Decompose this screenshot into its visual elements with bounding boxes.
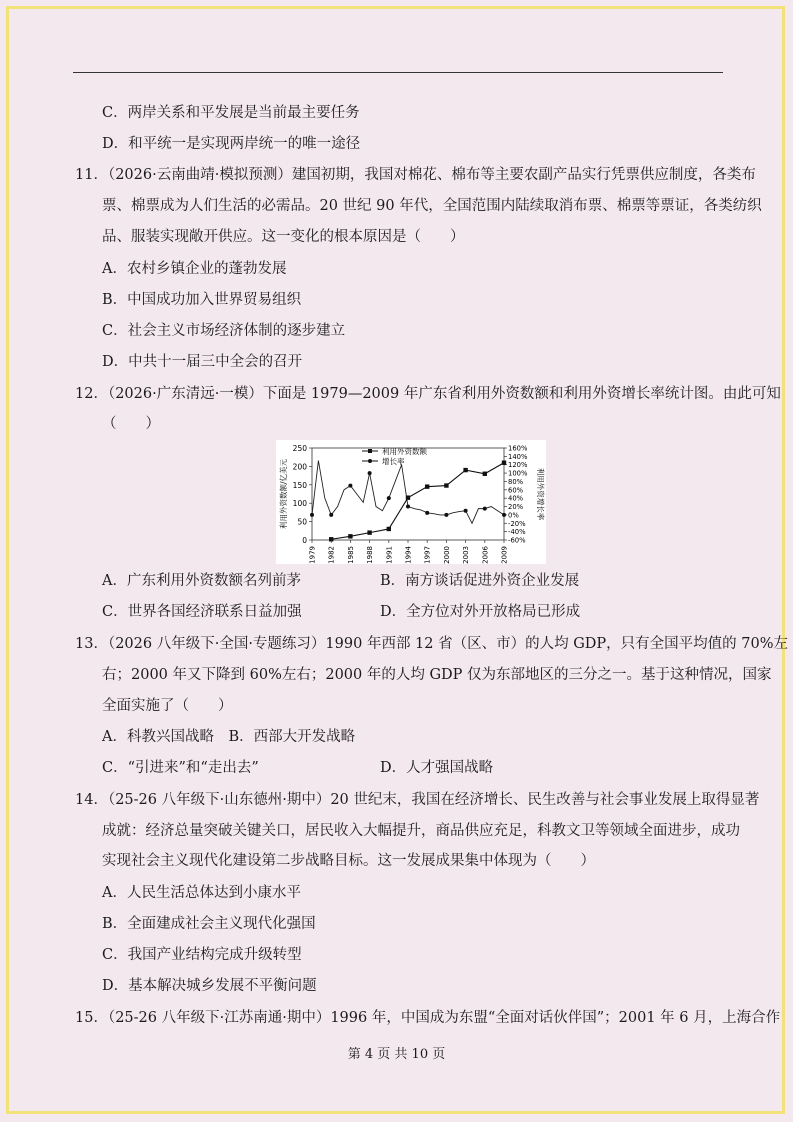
legend-amount-label: 利用外资数额 [382, 447, 427, 456]
q11-option-d: D．中共十一届三中全会的召开 [102, 354, 303, 370]
right-tick-label: -20% [508, 519, 526, 528]
legend-amount-marker [368, 449, 372, 453]
x-tick-label: 2006 [481, 546, 490, 564]
series-growth-line [312, 461, 504, 524]
series-amount-point [367, 530, 371, 534]
right-tick-label: 140% [508, 452, 528, 461]
q11-stem-line1: 11．（2026·云南曲靖·模拟预测）建国初期，我国对棉花、棉布等主要农副产品实行凭票供应制度，各类布 [75, 167, 756, 183]
x-tick-label: 1982 [327, 546, 336, 564]
left-tick-label: 150 [292, 480, 307, 490]
page-footer: 第 4 页 共 10 页 [347, 1047, 446, 1062]
q14-option-c: C．我国产业结构完成升级转型 [102, 947, 302, 963]
series-growth-point [406, 505, 410, 509]
right-tick-label: -40% [508, 528, 526, 537]
x-tick-label: 1988 [366, 546, 375, 564]
right-tick-label: 120% [508, 461, 528, 470]
q15-stem-line1: 15．（25-26 八年级下·江苏南通·期中）1996 年，中国成为东盟“全面对话伙伴国”；2001 年 6 月，上海合作 [75, 1010, 781, 1026]
series-amount-point [329, 537, 333, 541]
q13-option-d: D．人才强国战略 [380, 760, 494, 776]
series-amount-point [387, 527, 391, 531]
series-growth-point [483, 507, 487, 511]
right-tick-label: 20% [508, 503, 524, 512]
q13-stem-line2: 右；2000 年又下降到 60%左右；2000 年的人均 GDP 仅为东部地区的三分之一。基于这种情况，国家 [102, 667, 772, 683]
q12-option-a: A．广东利用外资数额名列前茅 [102, 573, 301, 589]
right-tick-label: 40% [508, 494, 524, 503]
q12-option-c: C．世界各国经济联系日益加强 [102, 604, 302, 620]
q11-option-b: B．中国成功加入世界贸易组织 [102, 292, 302, 308]
series-amount-point [502, 461, 506, 465]
legend-growth-marker [368, 459, 372, 463]
left-axis-title: 利用外资数额/亿美元 [279, 458, 288, 530]
q11-option-a: A．农村乡镇企业的蓬勃发展 [102, 261, 287, 277]
header-rule [73, 72, 723, 73]
right-tick-label: -60% [508, 536, 526, 545]
right-tick-label: 100% [508, 469, 528, 478]
q14-stem-line1: 14．（25-26 八年级下·山东德州·期中）20 世纪末，我国在经济增长、民生改善与社会事业发展上取得显著 [75, 792, 760, 808]
series-growth-point [444, 513, 448, 517]
left-tick-label: 100 [292, 499, 307, 509]
q13-option-ab: A．科教兴国战略 B．西部大开发战略 [102, 729, 356, 745]
right-tick-label: 0% [508, 511, 519, 520]
q12-stem-line2: （ ） [102, 416, 160, 432]
series-growth-point [368, 471, 372, 475]
x-tick-label: 1991 [385, 546, 394, 564]
q10-option-d: D．和平统一是实现两岸统一的唯一途径 [102, 136, 361, 152]
series-growth-point [310, 513, 314, 517]
legend-growth-label: 增长率 [382, 457, 405, 466]
x-tick-label: 1979 [308, 546, 317, 564]
x-tick-label: 1997 [423, 546, 432, 564]
series-amount-line [331, 463, 504, 540]
q14-stem-line3: 实现社会主义现代化建设第二步战略目标。这一发展成果集中体现为（ ） [102, 853, 595, 869]
q13-stem-line1: 13．（2026 八年级下·全国·专题练习）1990 年西部 12 省（区、市）的人均 GDP，只有全国平均值的 70%左 [75, 636, 789, 652]
right-axis-title: 利用外资增长率 [536, 467, 545, 521]
left-tick-label: 200 [292, 462, 307, 472]
series-growth-point [464, 509, 468, 513]
series-growth-point [348, 484, 352, 488]
right-tick-label: 80% [508, 477, 524, 486]
q14-stem-line2: 成就：经济总量突破关键关口，居民收入大幅提升，商品供应充足，科教文卫等领域全面进步，成功 [102, 823, 740, 839]
x-tick-label: 1985 [346, 546, 355, 564]
series-growth-point [329, 513, 333, 517]
q12-option-d: D．全方位对外开放格局已形成 [380, 604, 581, 620]
q11-option-c: C．社会主义市场经济体制的逐步建立 [102, 323, 346, 339]
series-growth-point [425, 511, 429, 515]
series-amount-point [463, 468, 467, 472]
x-tick-label: 2003 [462, 546, 471, 564]
q11-stem-line2: 票、棉票成为人们生活的必需品。20 世纪 90 年代，全国范围内陆续取消布票、棉票等票证，各类纺织 [102, 198, 762, 214]
series-amount-point [483, 472, 487, 476]
series-amount-point [425, 484, 429, 488]
q13-stem-line3: 全面实施了（ ） [102, 698, 233, 714]
q12-option-b: B．南方谈话促进外资企业发展 [380, 573, 580, 589]
left-tick-label: 0 [302, 536, 307, 545]
series-growth-point [387, 496, 391, 500]
right-tick-label: 160% [508, 444, 528, 453]
q13-option-c: C．“引进来”和“走出去” [102, 760, 259, 776]
series-amount-point [406, 495, 410, 499]
q12-chart-svg [276, 440, 546, 564]
series-amount-point [348, 534, 352, 538]
series-growth-point [502, 513, 506, 517]
q14-option-d: D．基本解决城乡发展不平衡问题 [102, 978, 317, 994]
left-tick-label: 50 [297, 517, 307, 527]
q11-stem-line3: 品、服装实现敞开供应。这一变化的根本原因是（ ） [102, 229, 465, 245]
x-tick-label: 1994 [404, 546, 413, 564]
q14-option-b: B．全面建成社会主义现代化强国 [102, 916, 316, 932]
x-tick-label: 2009 [500, 546, 509, 564]
q12-chart [276, 440, 546, 564]
series-amount-point [444, 483, 448, 487]
right-tick-label: 60% [508, 486, 524, 495]
left-tick-label: 250 [292, 444, 307, 453]
q12-stem-line1: 12．（2026·广东清远·一模）下面是 1979—2009 年广东省利用外资数额和利用外资增长率统计图。由此可知 [75, 386, 781, 402]
q14-option-a: A．人民生活总体达到小康水平 [102, 885, 301, 901]
x-tick-label: 2000 [442, 546, 451, 564]
q10-option-c: C．两岸关系和平发展是当前最主要任务 [102, 105, 360, 121]
chart-plot-frame [312, 448, 504, 540]
